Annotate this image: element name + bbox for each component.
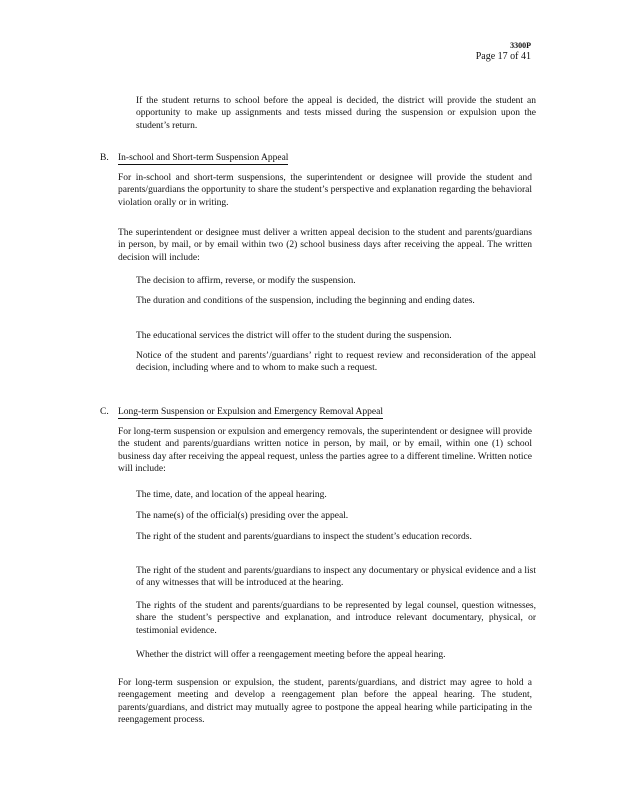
list-item-text: If the student returns to school before the appeal is decided, the district will provide the student an opportunity to make up assignments and tests missed during the suspension or expulsion upon the student’s return. [136, 96, 536, 131]
section-title: Long-term Suspension or Expulsion and Emergency Removal Appeal [118, 406, 383, 419]
list-item-text: Whether the district will offer a reengagement meeting before the appeal hearing. [136, 650, 446, 660]
list-item-text: The decision to affirm, reverse, or modify the suspension. [136, 276, 356, 286]
list-item-text: The right of the student and parents/guardians to inspect any documentary or physical evidence and a list of any witnesses that will be introduced at the hearing. [136, 566, 536, 589]
paragraph: For in-school and short-term suspensions, the superintendent or designee will provide the student and parents/guardians the opportunity to share the student’s perspective and explanation regarding the behavioral violation orally or in writing. [118, 173, 532, 208]
section-letter: C. [100, 407, 109, 417]
list-item-text: The time, date, and location of the appeal hearing. [136, 490, 327, 500]
list-item-text: The right of the student and parents/guardians to inspect the student’s education records. [136, 532, 472, 542]
policy-code: 3300P [510, 41, 531, 50]
section-title: In-school and Short-term Suspension Appeal [118, 152, 288, 165]
list-item-text: Notice of the student and parents’/guardians’ right to request review and reconsideration of the appeal decision, including where and to whom to make such a request. [136, 351, 536, 374]
section-letter: B. [100, 153, 109, 163]
paragraph: For long-term suspension or expulsion, the student, parents/guardians, and district may agree to hold a reengagement meeting and develop a reengagement plan before the appeal hearing. The student, parents/guardians, and district may mutually agree to postpone the appeal hearing while participating in the reengagement process. [118, 678, 532, 726]
list-item-text: The name(s) of the official(s) presiding over the appeal. [136, 511, 349, 521]
list-item-text: The rights of the student and parents/guardians to be represented by legal counsel, question witnesses, share the student’s perspective and explanation, and introduce relevant documentary, physical, or testimonial evidence. [136, 601, 536, 636]
page-number: Page 17 of 41 [475, 51, 531, 62]
paragraph: For long-term suspension or expulsion and emergency removals, the superintendent or designee will provide the student and parents/guardians written notice in person, by mail, or by email, within one (1) school business day after receiving the appeal request, unless the parties agree to a different timeline. Written notice will include: [118, 427, 532, 475]
paragraph: The superintendent or designee must deliver a written appeal decision to the student and parents/guardians in person, by mail, or by email within two (2) school business days after receiving the appeal. The written decision will include: [118, 228, 532, 263]
list-item-text: The duration and conditions of the suspension, including the beginning and ending dates. [136, 296, 475, 306]
list-item-text: The educational services the district will offer to the student during the suspension. [136, 331, 452, 341]
